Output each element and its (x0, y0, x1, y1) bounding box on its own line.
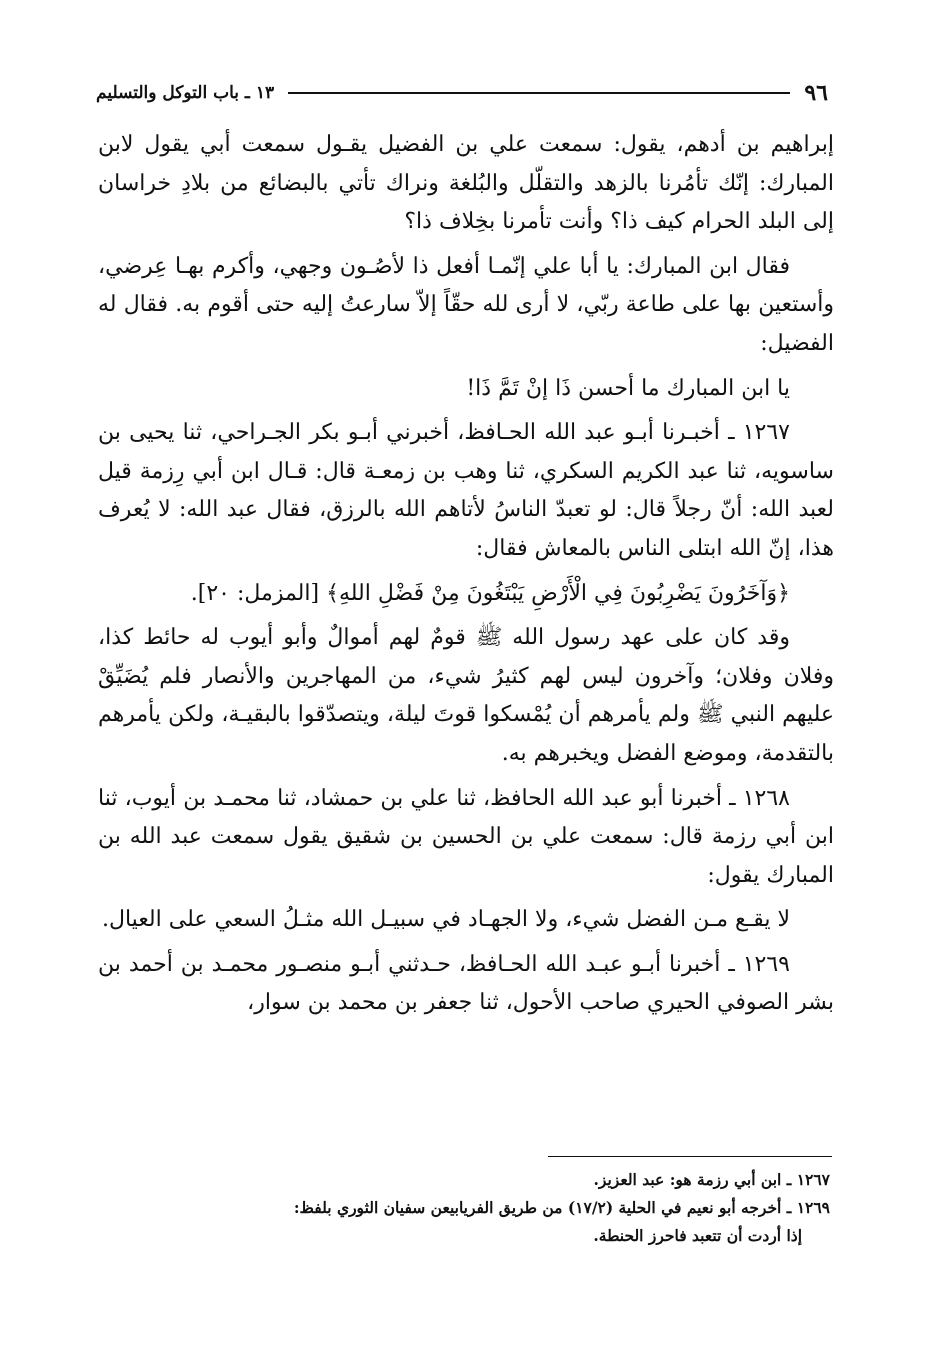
paragraph: يا ابن المبارك ما أحسن ذَا إنْ تَمَّ ذَا! (466, 375, 790, 401)
paragraph: إبراهيم بن أدهم، يقول: سمعت علي بن الفضيل يقـول سمعت أبي يقول لابن المبارك: إنّك تأمُرنا بالزهد والتقلّل والبُلغة ونراك تأتي بالبضائع من بلادِ خراسان إلى البلد الحرام كيف ذا؟ وأنت تأمرنا بخِلاف ذا؟ (98, 132, 834, 235)
quran-verse: ﴿وَآخَرُونَ يَضْرِبُونَ فِي الْأَرْضِ يَبْتَغُونَ مِنْ فَضْلِ اللهِ﴾ [المزمل: ٢٠]. (190, 580, 790, 606)
paragraph: فقال ابن المبارك: يا أبا علي إنّمـا أفعل ذا لأصُـون وجهي، وأكرم بهـا عِرضي، وأستعين بها على طاعة ربّي، لا أرى لله حقّاً إلاّ سارعتُ إليه حتى أقوم به. فقال له الفضيل: (98, 253, 834, 356)
page-number: ٩٦ (804, 80, 828, 106)
paragraph: لا يقـع مـن الفضل شيء، ولا الجهـاد في سبيـل الله مثـلُ السعي على العيال. (102, 907, 790, 933)
footnotes (180, 1166, 830, 1250)
footnote-1269: ١٢٦٩ ـ أخرجه أبو نعيم في الحلية (١٧/٢) من طريق الفريابيعن سفيان الثوري بلفظ: (293, 1198, 830, 1217)
chapter-title: ١٣ ـ باب التوكل والتسليم (96, 83, 275, 103)
header-rule (288, 92, 790, 94)
hadith-1268: ١٢٦٨ ـ أخبرنا أبو عبد الله الحافظ، ثنا علي بن حمشاد، ثنا محمـد بن أيوب، ثنا ابن أبي رزمة قال: سمعت علي بن الحسين بن شقيق يقول سمعت عبد الله بن المبارك يقول: (98, 785, 834, 888)
footnote-separator (548, 1156, 832, 1157)
paragraph: وقد كان على عهد رسول الله ﷺ قومٌ لهم أموالٌ وأبو أيوب له حائط كذا، وفلان وفلان؛ وآخرون ليس لهم كثيرُ شيء، من المهاجرين والأنصار فلم يُضَيِّقْ عليهم النبي ﷺ ولم يأمرهم أن يُمْسكوا قوتَ ليلة، ويتصدّقوا بالبقيـة، ولكن يأمرهم بالتقدمة، وموضع الفضل ويخبرهم به. (98, 625, 834, 766)
hadith-1267: ١٢٦٧ ـ أخبـرنا أبـو عبد الله الحـافظ، أخبرني أبـو بكر الجـراحي، ثنا يحيى بن ساسويه، ثنا عبد الكريم السكري، ثنا وهب بن زمعـة قال: قـال ابن أبي رِزمة قيل لعبد الله: أنّ رجلاً قال: لو تعبدّ الناسُ لأتاهم الله بالرزق، فقال عبد الله: لا يُعرف هذا، إنّ الله ابتلى الناس بالمعاش فقال: (98, 420, 834, 561)
footnote-1267: ١٢٦٧ ـ ابن أبي رزمة هو: عبد العزيز. (593, 1170, 830, 1189)
main-text (98, 126, 834, 1029)
running-header (96, 76, 828, 110)
footnote-1269-continuation: إذا أردت أن تتعبد فاحرز الحنطة. (593, 1226, 802, 1245)
hadith-1269: ١٢٦٩ ـ أخبرنا أبـو عبـد الله الحـافظ، حـدثني أبـو منصـور محمـد بن أحمد بن بشر الصوفي الحيري صاحب الأحول، ثنا جعفر بن محمد بن سوار، (98, 951, 834, 1016)
